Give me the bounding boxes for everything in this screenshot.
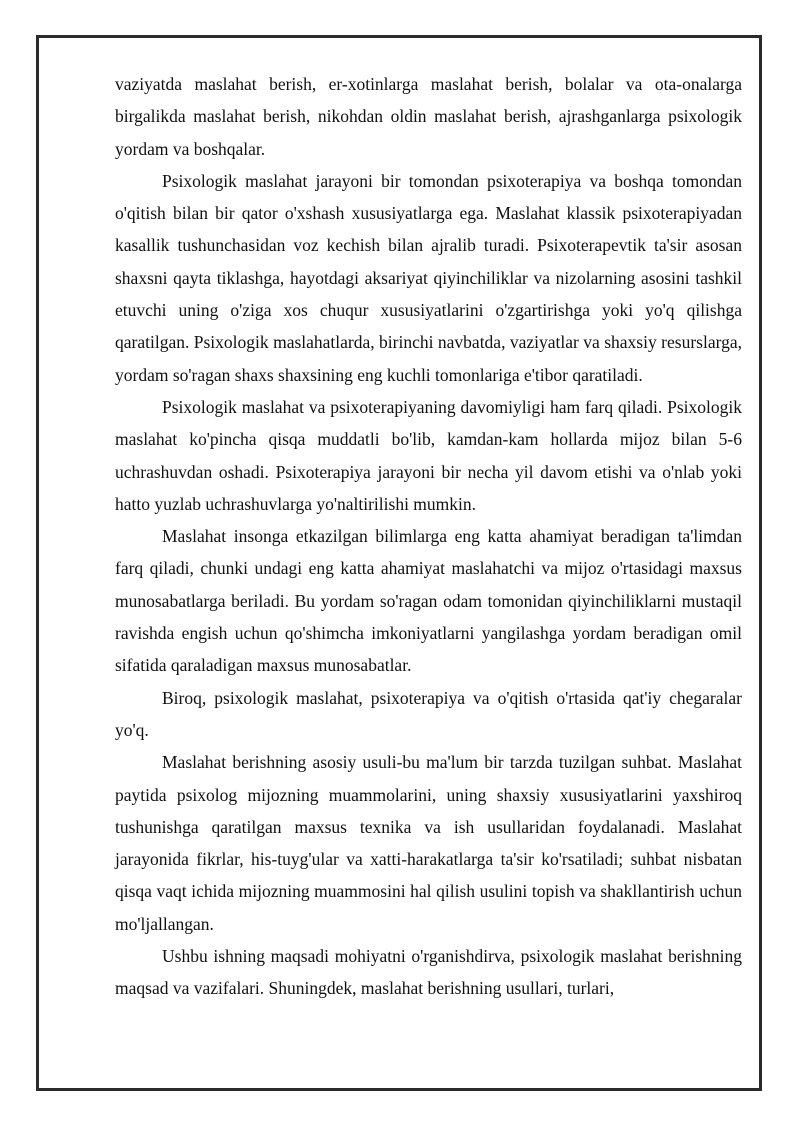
paragraph: Ushbu ishning maqsadi mohiyatni o'rganishdirva, psixologik maslahat berishning maqsad va vazifalari. Shuningdek, maslahat berishning usullari, turlari, (115, 946, 742, 999)
paragraph-continuation: vaziyatda maslahat berish, er-xotinlarga maslahat berish, bolalar va ota-onalarga birgalikda maslahat berish, nikohdan oldin maslahat berish, ajrashganlarga psixologik yordam va boshqalar. (115, 74, 742, 159)
paragraph: Psixologik maslahat va psixoterapiyaning davomiyligi ham farq qiladi. Psixologik maslahat ko'pincha qisqa muddatli bo'lib, kamdan-kam hollarda mijoz bilan 5-6 uchrashuvdan oshadi. Psixoterapiya jarayoni bir necha yil davom etishi va o'nlab yoki hatto yuzlab uchrashuvlarga yo'naltirilishi mumkin. (115, 396, 742, 514)
document-body (115, 68, 742, 1005)
paragraph: Maslahat insonga etkazilgan bilimlarga eng katta ahamiyat beradigan ta'limdan farq qiladi, chunki undagi eng katta ahamiyat maslahatchi va mijoz o'rtasidagi maxsus munosabatlarga beriladi. Bu yordam so'ragan odam tomonidan qiyinchiliklarni mustaqil ravishda engish uchun qo'shimcha imkoniyatlarni yangilashga yordam beradigan omil sifatida qaraladigan maxsus munosabatlar. (115, 526, 742, 676)
paragraph: Maslahat berishning asosiy usuli-bu ma'lum bir tarzda tuzilgan suhbat. Maslahat paytida psixolog mijozning muammolarini, uning shaxsiy xususiyatlarini yaxshiroq tushunishga qaratilgan maxsus texnika va ish usullaridan foydalanadi. Maslahat jarayonida fikrlar, his-tuyg'ular va xatti-harakatlarga ta'sir ko'rsatiladi; suhbat nisbatan qisqa vaqt ichida mijozning muammosini hal qilish usulini topish va shakllantirish uchun mo'ljallangan. (115, 752, 742, 934)
paragraph: Psixologik maslahat jarayoni bir tomondan psixoterapiya va boshqa tomondan o'qitish bilan bir qator o'xshash xususiyatlarga ega. Maslahat klassik psixoterapiyadan kasallik tushunchasidan voz kechish bilan ajralib turadi. Psixoterapevtik ta'sir asosan shaxsni qayta tiklashga, hayotdagi aksariyat qiyinchiliklar va nizolarning asosini tashkil etuvchi uning o'ziga xos chuqur xususiyatlarini o'zgartirishga yoki yo'q qilishga qaratilgan. Psixologik maslahatlarda, birinchi navbatda, vaziyatlar va shaxsiy resurslarga, yordam so'ragan shaxs shaxsining eng kuchli tomonlariga e'tibor qaratiladi. (115, 170, 742, 385)
paragraph: Biroq, psixologik maslahat, psixoterapiya va o'qitish o'rtasida qat'iy chegaralar yo'q. (115, 687, 742, 740)
